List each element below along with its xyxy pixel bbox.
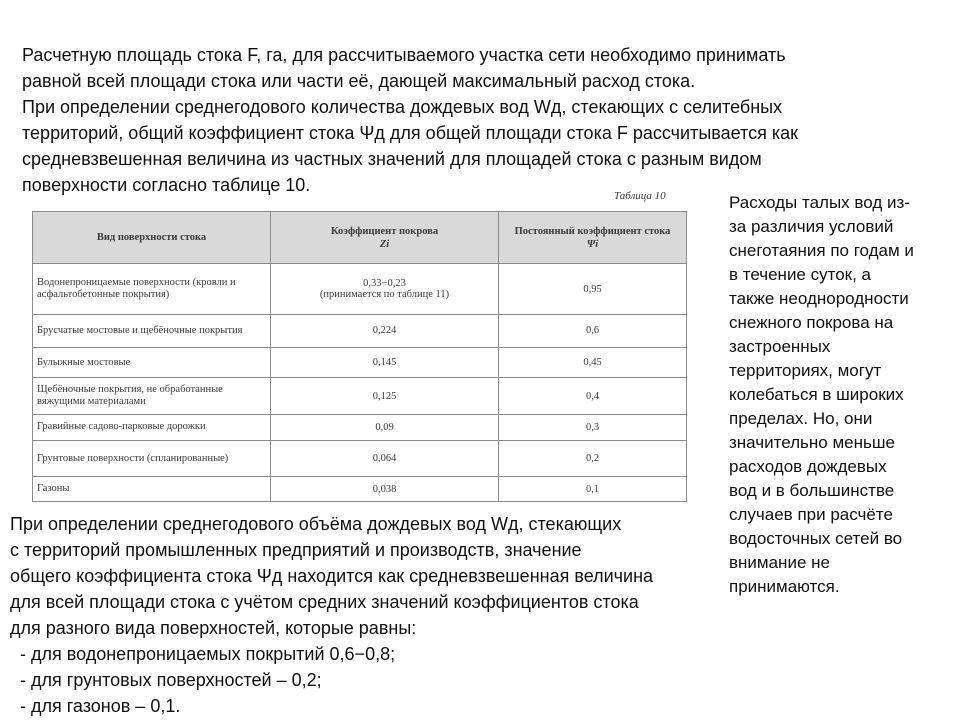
cell-cover-coef: 0,064 — [271, 440, 499, 477]
right-line: внимание не — [729, 553, 830, 572]
bottom-paragraph — [10, 511, 653, 719]
table-row — [33, 415, 687, 441]
cell-const-coef: 0,6 — [499, 315, 687, 348]
cell-surface: Водонепроницаемые поверхности (кровли и асфальтобетонные покрытия) — [33, 264, 271, 315]
right-line: в течение суток, а — [729, 265, 872, 284]
table-header-row — [33, 212, 687, 264]
bottom-line: общего коэффициента стока Ψд находится как средневзвешенная величина — [10, 566, 654, 586]
right-line: Расходы талых вод из- — [729, 193, 910, 212]
right-line: снежного покрова на — [729, 313, 894, 332]
cell-surface: Брусчатые мостовые и щебёночные покрытия — [33, 315, 271, 348]
cell-const-coef: 0,45 — [499, 347, 687, 378]
cell-surface: Щебёночные покрытия, не обработанные вяжущими материалами — [33, 378, 271, 415]
right-line: за различия условий — [729, 217, 894, 236]
right-line: вод и в большинстве — [729, 481, 895, 500]
bottom-list-item: - для газонов – 0,1. — [10, 696, 181, 716]
cell-const-coef: 0,2 — [499, 440, 687, 477]
cell-cover-value: 0,33−0,23 — [363, 278, 406, 290]
right-line: водосточных сетей во — [729, 529, 903, 548]
runoff-coefficients-table — [32, 211, 687, 502]
cell-const-coef: 0,3 — [499, 415, 687, 441]
cell-surface: Булыжные мостовые — [33, 347, 271, 378]
header-const-coef-symbol: Ψi — [586, 238, 599, 250]
table-caption: Таблица 10 — [614, 190, 666, 202]
bottom-line: для всей площади стока с учётом средних значений коэффициентов стока — [10, 592, 639, 612]
top-line: средневзвешенная величина из частных значений для площадей стока с разным видом — [22, 149, 762, 169]
top-line: равной всей площади стока или части её, дающей максимальный расход стока. — [22, 71, 696, 91]
table-row — [33, 440, 687, 477]
table-row — [33, 347, 687, 378]
table-row — [33, 264, 687, 315]
right-line: значительно меньше — [729, 433, 895, 452]
header-cover-coef — [271, 212, 499, 264]
top-paragraph — [22, 42, 798, 198]
top-line: Расчетную площадь стока F, га, для рассчитываемого участка сети необходимо принимать — [22, 45, 786, 65]
right-line: расходов дождевых — [729, 457, 887, 476]
bottom-line: с территорий промышленных предприятий и производств, значение — [10, 540, 582, 560]
top-line: поверхности согласно таблице 10. — [22, 175, 311, 195]
cell-surface: Газоны — [33, 477, 271, 502]
header-const-coef-label: Постоянный коэффициент стока — [514, 225, 671, 237]
table-row — [33, 315, 687, 348]
cell-cover-coef: 0,224 — [271, 315, 499, 348]
cell-surface: Гравийные садово-парковые дорожки — [33, 415, 271, 441]
header-cover-coef-symbol: Zi — [379, 238, 390, 250]
bottom-line: При определении среднегодового объёма дождевых вод Wд, стекающих — [10, 514, 622, 534]
bottom-list-item: - для грунтовых поверхностей – 0,2; — [10, 670, 322, 690]
top-line: При определении среднегодового количества дождевых вод Wд, стекающих с селитебных — [22, 97, 783, 117]
right-line: территориях, могут — [729, 361, 882, 380]
cell-cover-coef: 0,09 — [271, 415, 499, 441]
right-paragraph — [729, 191, 914, 599]
right-line: снеготаяния по годам и — [729, 241, 914, 260]
cell-cover-coef: 0,145 — [271, 347, 499, 378]
right-line: также неоднородности — [729, 289, 909, 308]
right-line: пределах. Но, они — [729, 409, 873, 428]
cell-const-coef: 0,1 — [499, 477, 687, 502]
cell-cover-note: (принимается по таблице 11) — [319, 289, 450, 301]
cell-cover-coef — [271, 264, 499, 315]
table-row — [33, 477, 687, 502]
cell-const-coef: 0,4 — [499, 378, 687, 415]
header-const-coef — [499, 212, 687, 264]
cell-cover-coef: 0,125 — [271, 378, 499, 415]
right-line: случаев при расчёте — [729, 505, 893, 524]
cell-const-coef: 0,95 — [499, 264, 687, 315]
right-line: застроенных — [729, 337, 831, 356]
table-row — [33, 378, 687, 415]
top-line: территорий, общий коэффициент стока Ψд для общей площади стока F рассчитывается как — [22, 123, 799, 143]
right-line: принимаются. — [729, 577, 840, 596]
right-line: колебаться в широких — [729, 385, 904, 404]
bottom-line: для разного вида поверхностей, которые равны: — [10, 618, 417, 638]
header-surface: Вид поверхности стока — [33, 212, 271, 264]
header-cover-coef-label: Коэффициент покрова — [330, 225, 439, 237]
cell-cover-coef: 0,038 — [271, 477, 499, 502]
bottom-list-item: - для водонепроницаемых покрытий 0,6−0,8; — [10, 644, 396, 664]
runoff-table-container — [32, 211, 686, 502]
cell-surface: Грунтовые поверхности (спланированные) — [33, 440, 271, 477]
